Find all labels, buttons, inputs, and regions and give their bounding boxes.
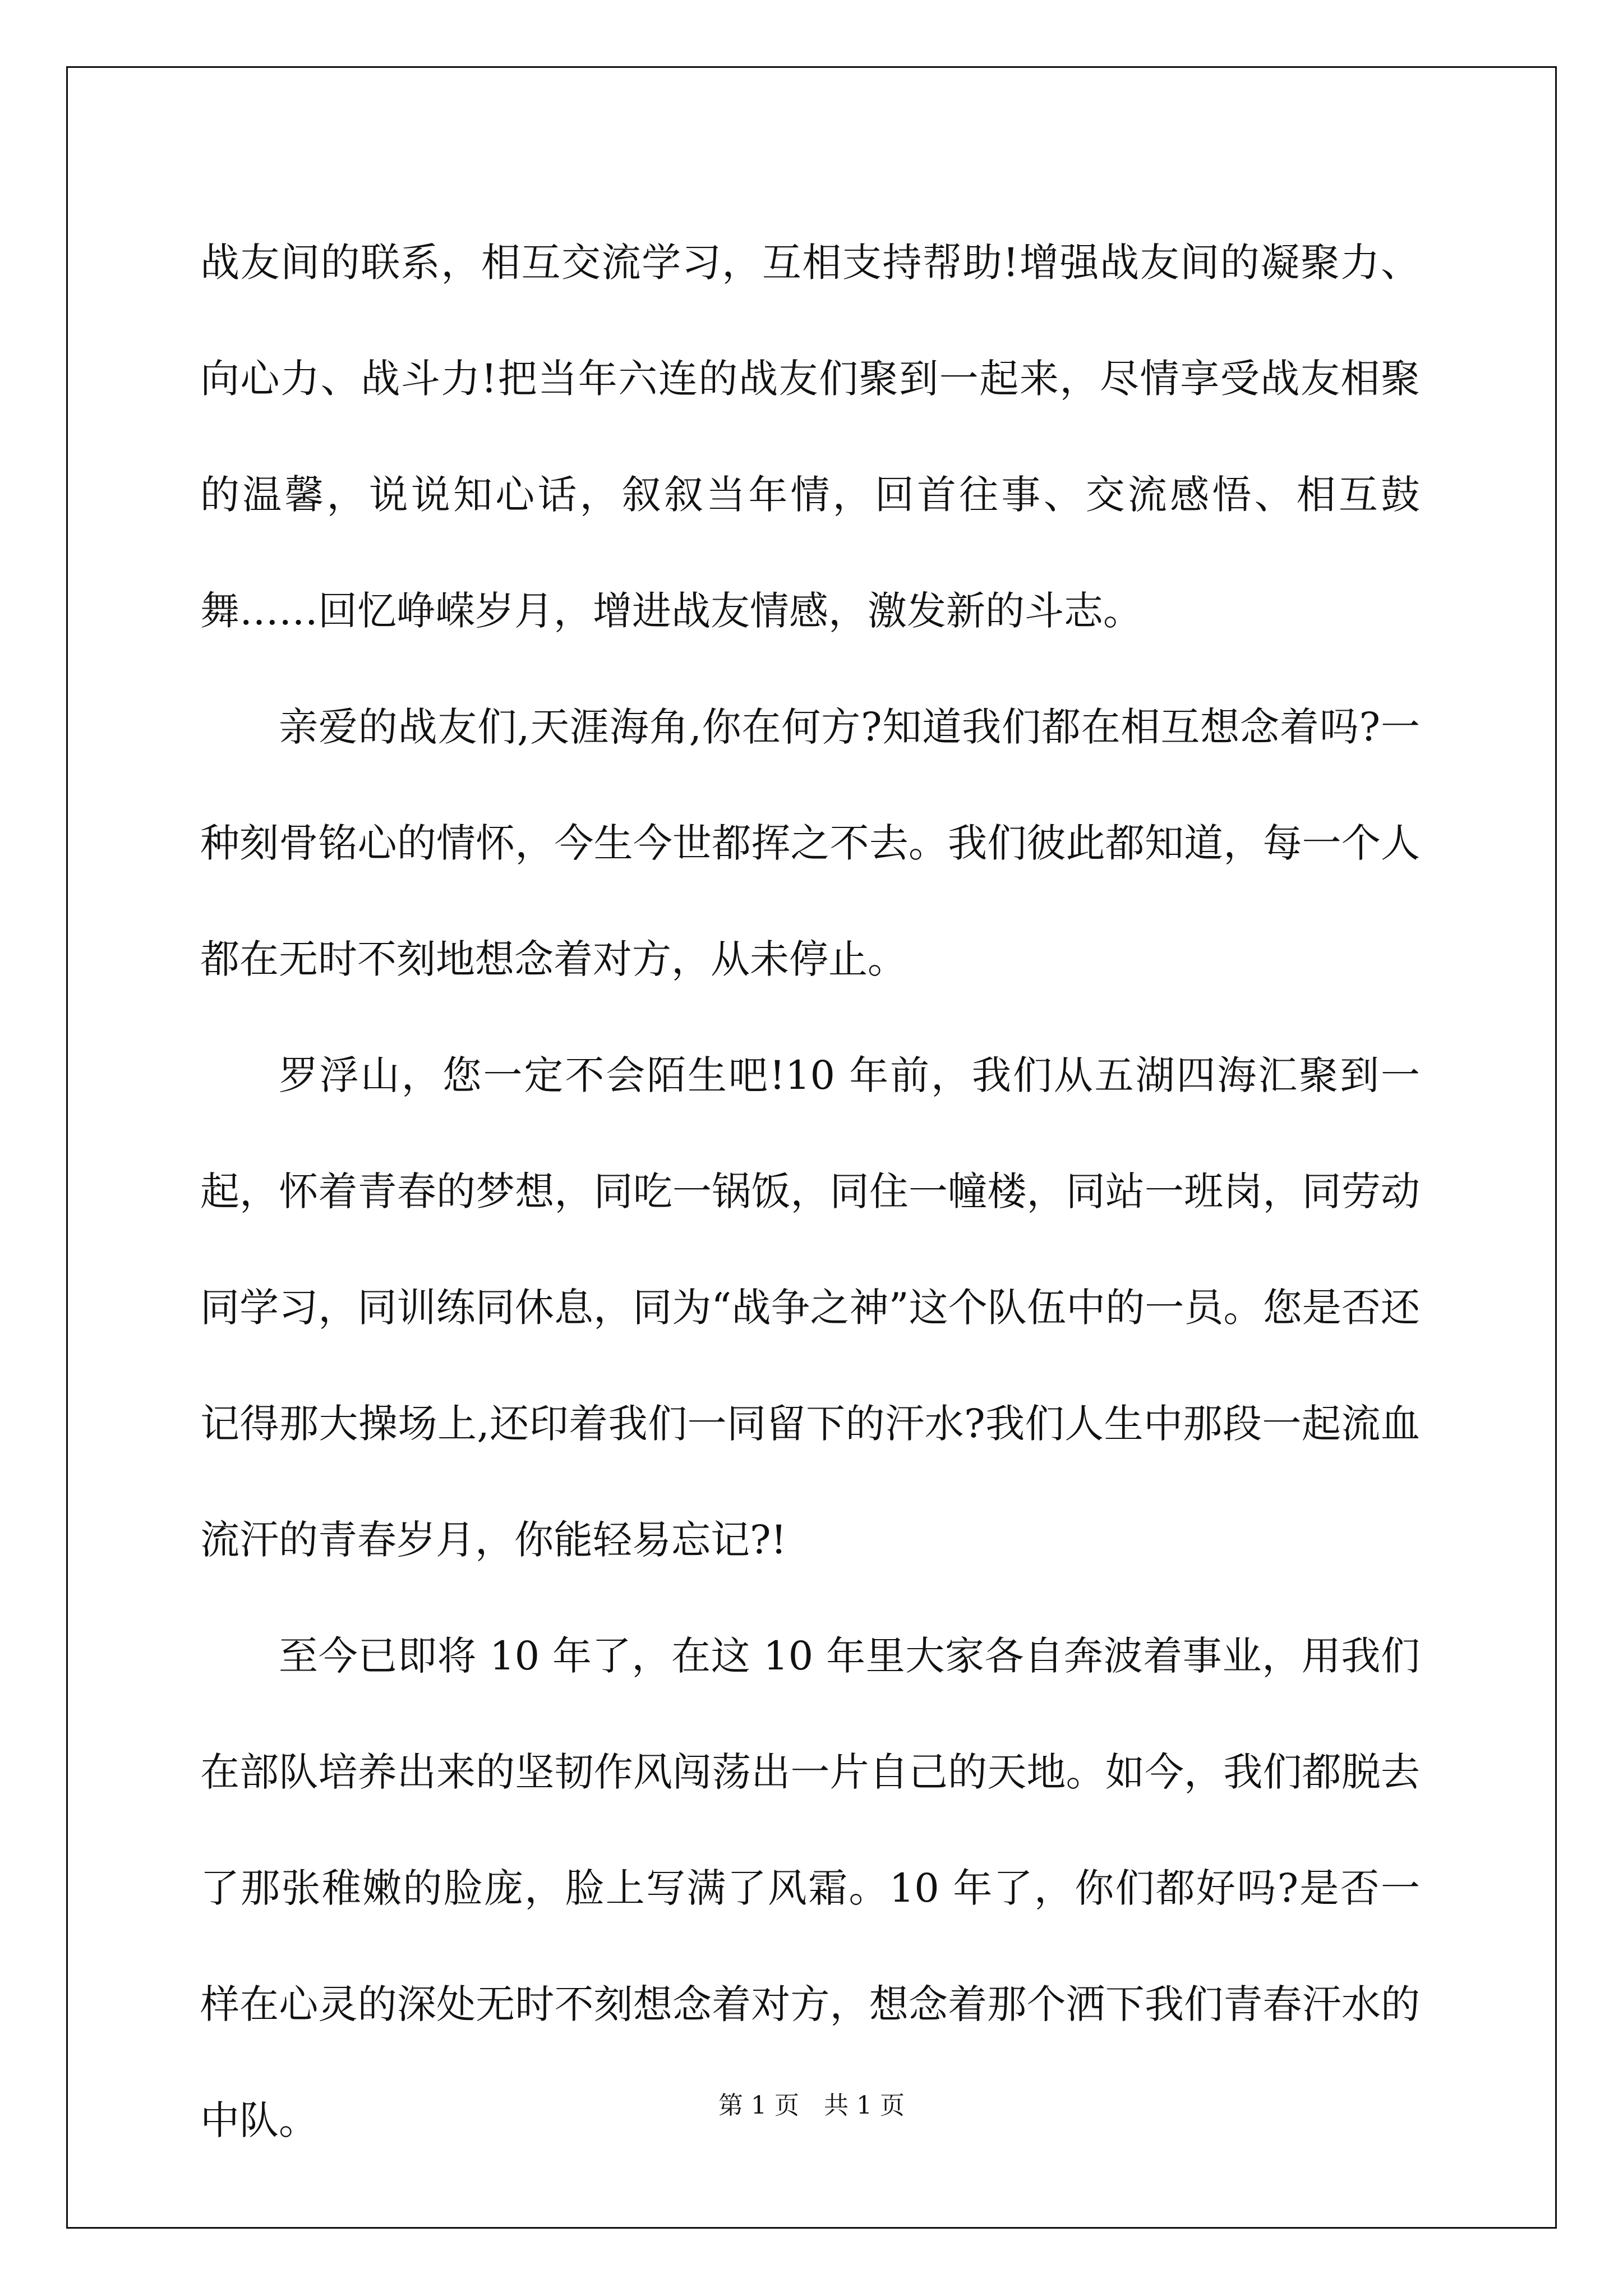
paragraph-2: 亲爱的战友们,天涯海角,你在何方?知道我们都在相互想念着吗?一种刻骨铭心的情怀，今生今世都挥之不去。我们彼此都知道，每一个人都在无时不刻地想念着对方，从未停止。 [200,704,1420,982]
page-footer: 第 1 页 共 1 页 [718,2091,905,2120]
paragraph-4: 至今已即将 10 年了，在这 10 年里大家各自奔波着事业，用我们在部队培养出来的坚韧作风闯荡出一片自己的天地。如今，我们都脱去了那张稚嫩的脸庞，脸上写满了风霜。10 年了，你们都好吗?是否一样在心灵的深处无时不刻想念着对方，想念着那个洒下我们青春汗水的中队。 [200,1633,1420,2143]
document-body [200,205,1420,2179]
paragraph-1: 战友间的联系，相互交流学习，互相支持帮助!增强战友间的凝聚力、向心力、战斗力!把当年六连的战友们聚到一起来，尽情享受战友相聚的温馨，说说知心话，叙叙当年情，回首往事、交流感悟、相互鼓舞……回忆峥嵘岁月，增进战友情感，激发新的斗志。 [200,240,1420,634]
paragraph-3: 罗浮山，您一定不会陌生吧!10 年前，我们从五湖四海汇聚到一起，怀着青春的梦想，同吃一锅饭，同住一幢楼，同站一班岗，同劳动同学习，同训练同休息，同为“战争之神”这个队伍中的一员。您是否还记得那大操场上,还印着我们一同留下的汗水?我们人生中那段一起流血流汗的青春岁月，你能轻易忘记?! [200,1052,1420,1563]
